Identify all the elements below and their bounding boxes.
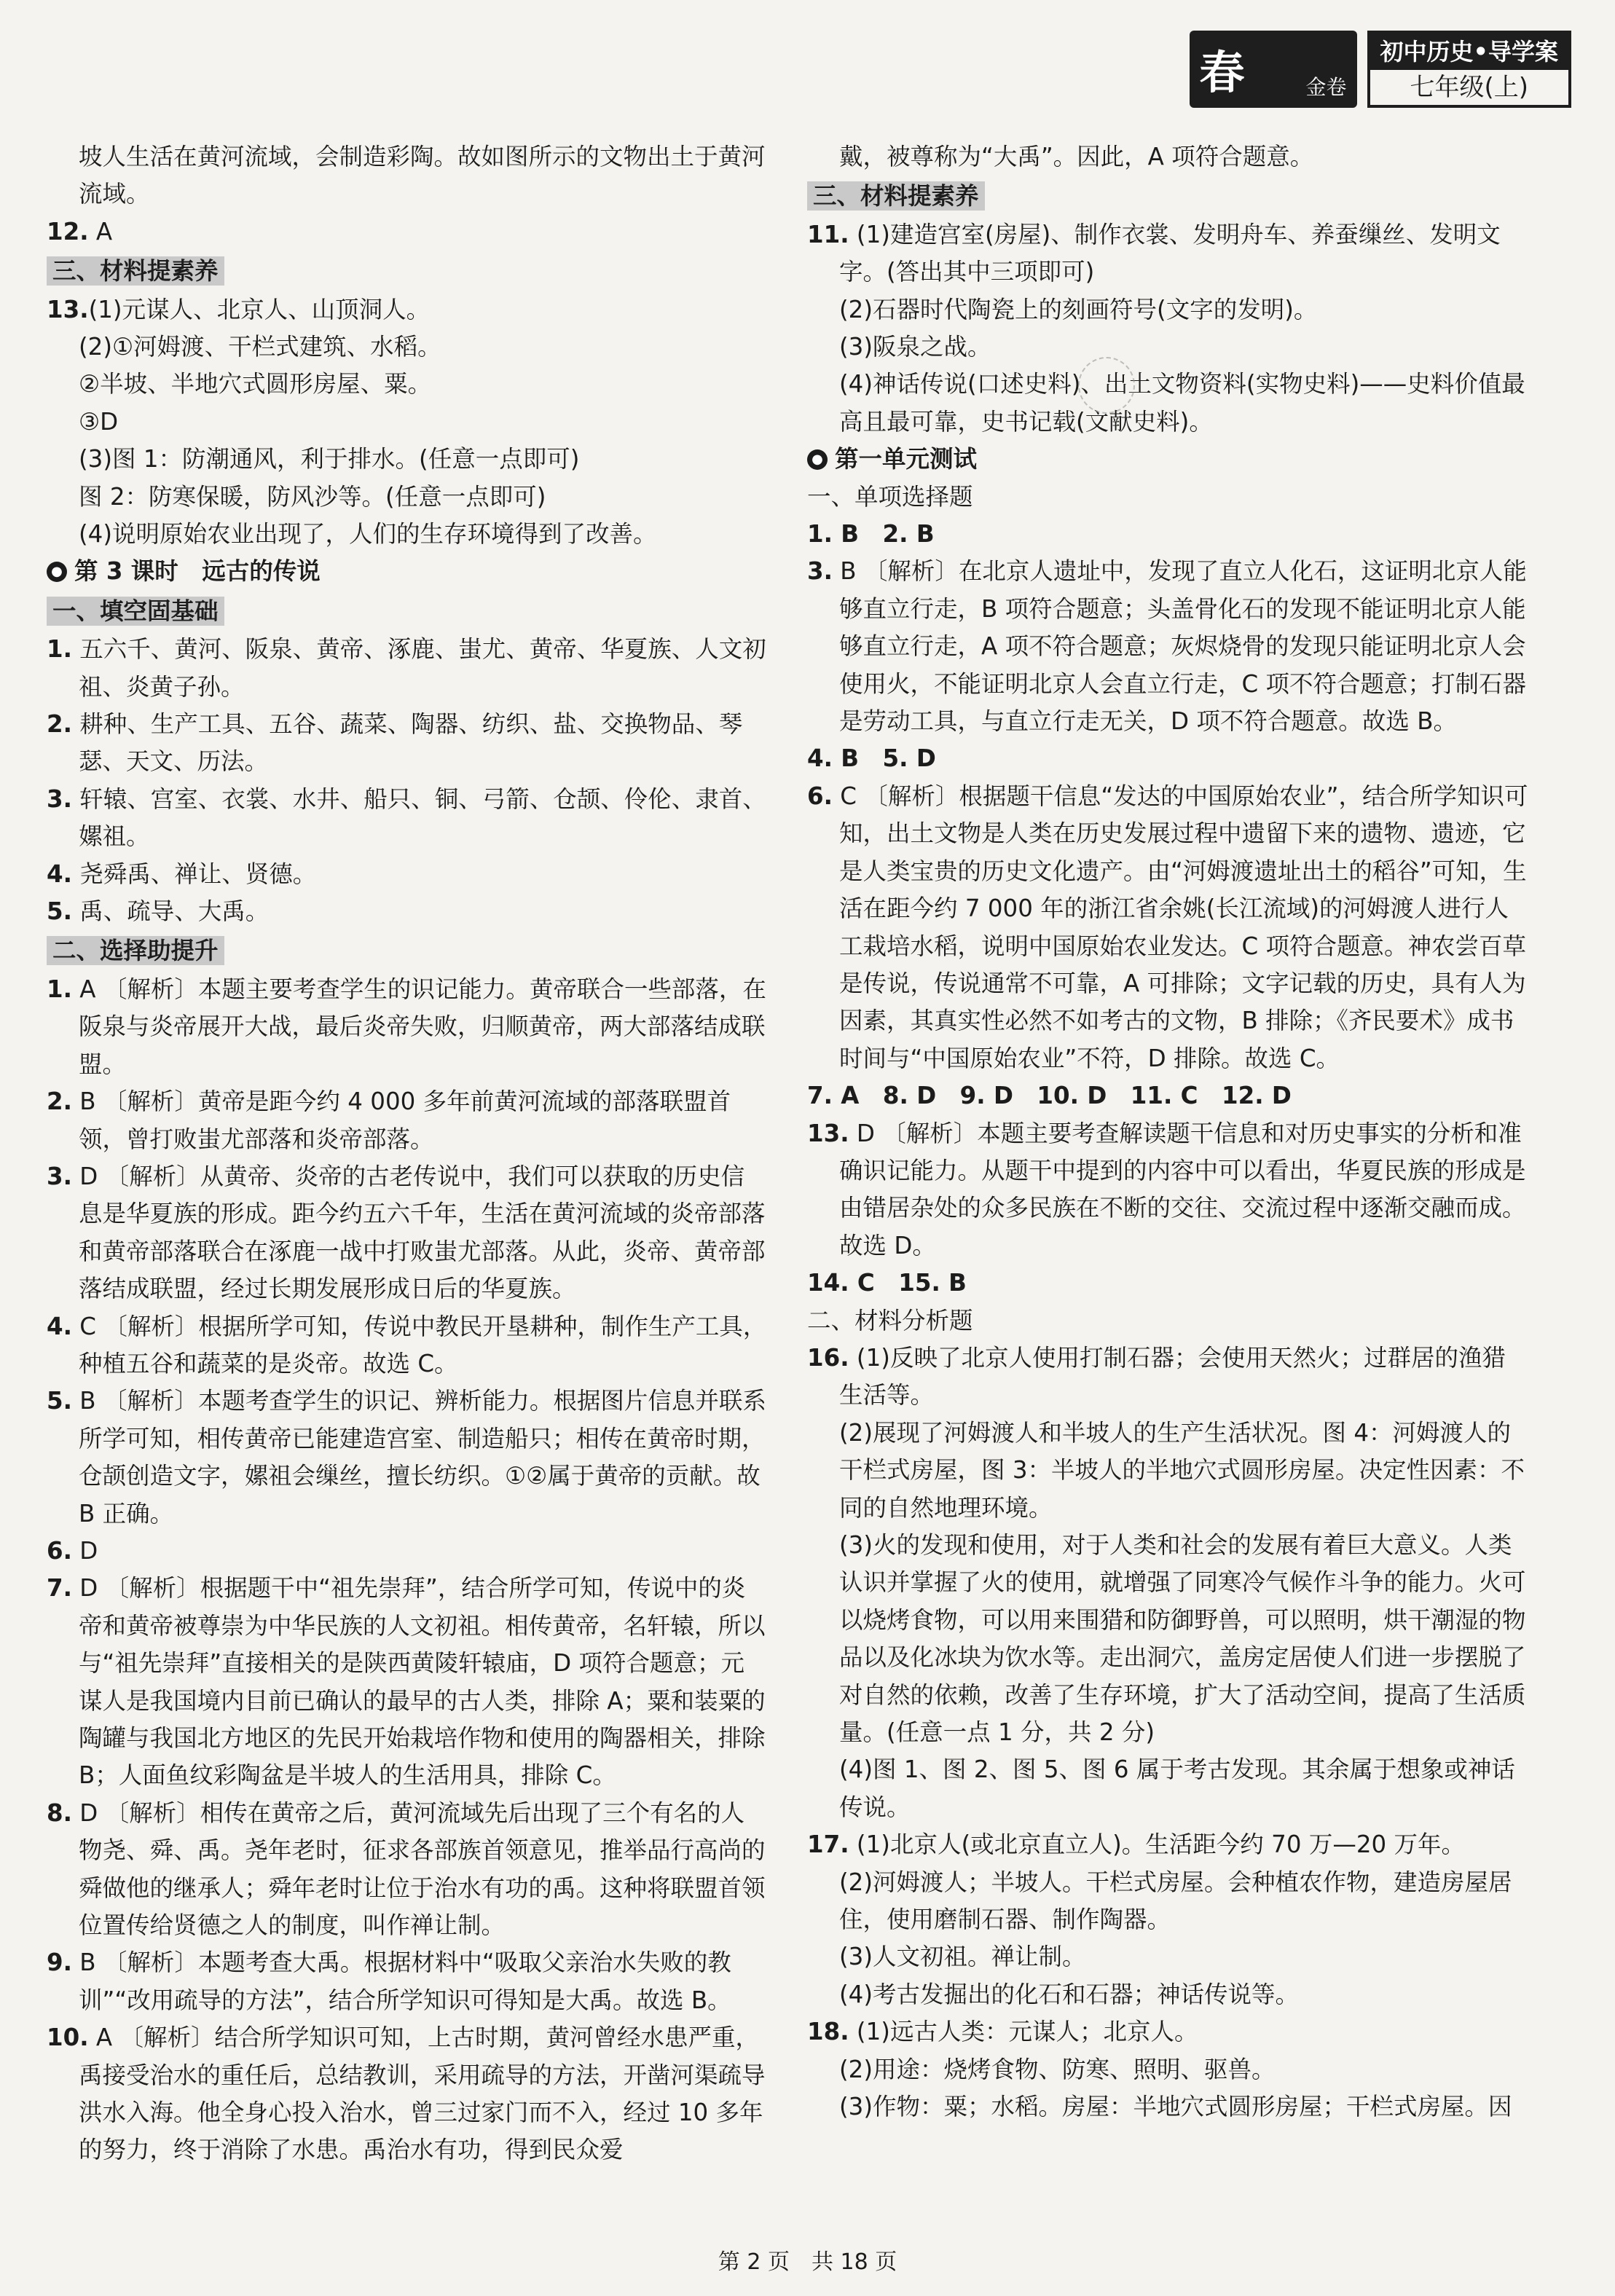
answer-line: (4)考古发掘出的化石和石器；神话传说等。 xyxy=(839,1980,1300,2008)
answer-line: 图 2：防寒保暖，防风沙等。(任意一点即可) xyxy=(79,482,546,511)
answer-line: (3)阪泉之战。 xyxy=(839,333,991,361)
lesson-title: 第 3 课时 远古的传说 xyxy=(74,557,321,586)
answer-num: 12. xyxy=(47,217,89,245)
answer-line: (3)人文初祖。禅让制。 xyxy=(839,1943,1086,1971)
answer-13 xyxy=(47,291,768,329)
answer-text: D 〔解析〕根据题干中“祖先崇拜”，结合所学可知，传说中的炎帝和黄帝被尊崇为中华民族的人文初祖。相传黄帝，名轩辕，所以与“祖先崇拜”直接相关的是陕西黄陵轩辕庙，D 项符合题意；元谋人是我国境内目前已确认的最早的古人类，排除 A；粟和装粟的陶罐与我国北方地区的先民开始栽培作物和使用的陶器相关，排除 B；人面鱼纹彩陶盆是半坡人的生活用具，排除 C。 xyxy=(71,1574,766,1790)
answer-text: C 〔解析〕根据所学可知，传说中教民开垦耕种，制作生产工具，种植五谷和蔬菜的是炎帝。故选 C。 xyxy=(71,1312,767,1377)
section-heading xyxy=(47,252,768,289)
brand-logo-sub: 金卷 xyxy=(1305,75,1347,99)
answer-text: (1)反映了北京人使用打制石器；会使用天然火；过群居的渔猎生活等。 xyxy=(839,1343,1506,1410)
answer-num: 13. xyxy=(807,1119,849,1147)
answer-num: 3. xyxy=(807,557,833,586)
answer-num: 13. xyxy=(47,295,89,323)
unit-test-heading xyxy=(807,441,1528,478)
answers-4-5: 4. B 5. D xyxy=(807,744,936,773)
choice-answer-6 xyxy=(47,1533,768,1570)
answer-line: (2)石器时代陶瓷上的刻画符号(文字的发明)。 xyxy=(839,295,1318,323)
unit-test-title: 第一单元测试 xyxy=(835,445,978,473)
answer-num: 5. xyxy=(47,1387,72,1415)
answers-7-12: 7. A 8. D 9. D 10. D 11. C 12. D xyxy=(807,1082,1292,1110)
choice-answer-10 xyxy=(47,2019,768,2169)
answers-1-2: 1. B 2. B xyxy=(807,520,935,549)
answer-num: 4. xyxy=(47,860,72,888)
choice-answer-8 xyxy=(47,1795,768,1945)
section-heading xyxy=(47,592,768,629)
answer-text: (1)北京人(或北京直立人)。生活距今约 70 万—20 万年。 xyxy=(849,1831,1466,1859)
answer-num: 9. xyxy=(47,1949,72,1977)
answer-12 xyxy=(47,213,768,251)
answer-text: D 〔解析〕相传在黄帝之后，黄河流域先后出现了三个有名的人物尧、舜、禹。尧年老时，征求各部族首领意见，推举品行高尚的舜做他的继承人；舜年老时让位于治水有功的禹。这种将联盟首领位置传给贤德之人的制度，叫作禅让制。 xyxy=(71,1798,766,1940)
answer-num: 6. xyxy=(807,782,833,810)
faint-stamp xyxy=(1078,357,1135,414)
choice-answer-7 xyxy=(47,1570,768,1794)
answer-text: 禹、疏导、大禹。 xyxy=(71,897,270,926)
series-title: 初中历史•导学案 xyxy=(1370,34,1568,70)
test-answer-18 xyxy=(807,2013,1528,2051)
answer-line: (2)用途：烧烤食物、防寒、照明、驱兽。 xyxy=(839,2055,1276,2083)
answer-num: 6. xyxy=(47,1536,72,1565)
test-answer-13 xyxy=(807,1115,1528,1265)
bullet-icon: ● xyxy=(807,449,828,470)
brand-header xyxy=(1190,29,1571,109)
part-heading: 一、单项选择题 xyxy=(807,482,973,511)
test-answer-3 xyxy=(807,553,1528,740)
answer-text: 轩辕、宫室、衣裳、水井、船只、铜、弓箭、仓颉、伶伦、隶首、嫘祖。 xyxy=(71,785,766,851)
answer-text: D xyxy=(71,1536,98,1565)
answer-text: B 〔解析〕在北京人遗址中，发现了直立人化石，这证明北京人能够直立行走，B 项符合题意；头盖骨化石的发现不能证明北京人能够直立行走，A 项不符合题意；灰烬烧骨的发现只能证明北京人会使用火，不能证明北京人会直立行走，C 项不符合题意；打制石器是劳动工具，与直立行走无关，D 项不符合题意。故选 B。 xyxy=(832,557,1527,736)
answers-14-15: 14. C 15. B xyxy=(807,1269,967,1297)
test-answer-16 xyxy=(807,1340,1528,1415)
answer-line: (3)作物：粟；水稻。房屋：半地穴式圆形房屋；干栏式房屋。因 xyxy=(839,2093,1512,2121)
answer-text: B 〔解析〕本题考查大禹。根据材料中“吸取父亲治水失败的教训”“改用疏导的方法”，结合所学知识可得知是大禹。故选 B。 xyxy=(71,1949,731,2014)
answer-text: A xyxy=(88,217,113,245)
answer-text: A 〔解析〕本题主要考查学生的识记能力。黄帝联合一些部落，在阪泉与炎帝展开大战，最后炎帝失败，归顺黄帝，两大部落结成联盟。 xyxy=(71,975,766,1078)
answer-text: B 〔解析〕本题考查学生的识记、辨析能力。根据图片信息并联系所学可知，相传黄帝已能建造宫室、制造船只；相传在黄帝时期，仓颉创造文字，嫘祖会缫丝，擅长纺织。①②属于黄帝的贡献。故 B 正确。 xyxy=(71,1387,766,1528)
fill-answer-4 xyxy=(47,856,768,893)
answer-num: 8. xyxy=(47,1798,72,1827)
answer-num: 4. xyxy=(47,1312,72,1340)
answer-num: 18. xyxy=(807,2018,849,2046)
answer-text: A 〔解析〕结合所学知识可知，上古时期，黄河曾经水患严重，禹接受治水的重任后，总结教训，采用疏导的方法，开凿河渠疏导洪水入海。他全身心投入治水，曾三过家门而不入，经过 10 多年的努力，终于消除了水患。禹治水有功，得到民众爱 xyxy=(79,2024,766,2164)
answer-num: 2. xyxy=(47,710,72,739)
answer-line: (3)图 1：防潮通风，利于排水。(任意一点即可) xyxy=(79,445,580,473)
answer-line: (3)火的发现和使用，对于人类和社会的发展有着巨大意义。人类认识并掌握了火的使用，就增强了同寒冷气候作斗争的能力。火可以烧烤食物，可以用来围猎和防御野兽，可以照明，烘干潮湿的物品以及化冰块为饮水等。走出洞穴，盖房定居使人们进一步摆脱了对自然的依赖，改善了生存环境，扩大了活动空间，提高了生活质量。(任意一点 1 分，共 2 分) xyxy=(839,1531,1526,1747)
section-label: 一、填空固基础 xyxy=(47,597,224,626)
choice-answer-4 xyxy=(47,1308,768,1383)
answer-num: 17. xyxy=(807,1831,849,1859)
brand-logo-mark: 春 xyxy=(1199,46,1245,99)
section-label: 三、材料提素养 xyxy=(807,181,985,211)
fill-answer-5 xyxy=(47,893,768,930)
answer-line: (2)展现了河姆渡人和半坡人的生产生活状况。图 4：河姆渡人的干栏式房屋，图 3：半坡人的半地穴式圆形房屋。决定性因素：不同的自然地理环境。 xyxy=(839,1418,1525,1522)
answer-num: 1. xyxy=(47,975,72,1003)
series-box xyxy=(1367,31,1571,108)
choice-answer-9 xyxy=(47,1944,768,2019)
left-column xyxy=(47,138,768,2169)
grade-label: 七年级(上) xyxy=(1410,73,1529,102)
answer-num: 10. xyxy=(47,2024,89,2052)
continued-text: 坡人生活在黄河流域，会制造彩陶。故如图所示的文物出土于黄河流域。 xyxy=(79,143,766,208)
answer-line: (4)图 1、图 2、图 5、图 6 属于考古发现。其余属于想象或神话传说。 xyxy=(839,1756,1515,1821)
section-label: 二、选择助提升 xyxy=(47,936,224,965)
brand-logo xyxy=(1190,31,1357,108)
lesson-heading xyxy=(47,553,768,590)
section-heading xyxy=(807,177,1528,214)
part-heading: 二、材料分析题 xyxy=(807,1306,973,1334)
answer-text: C 〔解析〕根据题干信息“发达的中国原始农业”，结合所学知识可知，出土文物是人类在历史发展过程中遗留下来的遗物、遗迹，它是人类宝贵的历史文化遗产。由“河姆渡遗址出土的稻谷”可知，生活在距今约 7 000 年的浙江省余姚(长江流域)的河姆渡人进行人工栽培水稻，说明中国原始农业发达。C 项符合题意。神农尝百草是传说，传说通常不可靠，A 可排除；文字记载的历史，具有人为因素，其真实性必然不如考古的文物，B 排除；《齐民要术》成书时间与“中国原始农业”不符，D 排除。故选 C。 xyxy=(832,782,1528,1072)
fill-answer-2 xyxy=(47,706,768,781)
right-column xyxy=(807,138,1528,2126)
choice-answer-5 xyxy=(47,1383,768,1533)
continued-text: 戴，被尊称为“大禹”。因此，A 项符合题意。 xyxy=(839,143,1314,170)
test-answer-17 xyxy=(807,1826,1528,1863)
answer-text: 尧舜禹、禅让、贤德。 xyxy=(71,860,317,888)
answer-text: D 〔解析〕本题主要考查解读题干信息和对历史事实的分析和准确识记能力。从题干中提到的内容中可以看出，华夏民族的形成是由错居杂处的众多民族在不断的交往、交流过程中逐渐交融而成。故选 D。 xyxy=(839,1119,1526,1259)
answer-text: (1)建造宫室(房屋)、制作衣裳、发明舟车、养蚕缫丝、发明文字。(答出其中三项即可) xyxy=(839,220,1501,286)
answer-line: ③D xyxy=(79,407,119,436)
answer-text: B 〔解析〕黄帝是距今约 4 000 多年前黄河流域的部落联盟首领，曾打败蚩尤部落和炎帝部落。 xyxy=(71,1088,731,1153)
answer-text: 五六千、黄河、阪泉、黄帝、涿鹿、蚩尤、黄帝、华夏族、人文初祖、炎黄子孙。 xyxy=(71,635,766,701)
answer-line: ②半坡、半地穴式圆形房屋、粟。 xyxy=(79,370,432,398)
answer-num: 2. xyxy=(47,1088,72,1116)
answer-num: 1. xyxy=(47,635,72,664)
choice-answer-1 xyxy=(47,971,768,1083)
answer-text: D 〔解析〕从黄帝、炎帝的古老传说中，我们可以获取的历史信息是华夏族的形成。距今约五六千年，生活在黄河流域的炎帝部落和黄帝部落联合在涿鹿一战中打败蚩尤部落。从此，炎帝、黄帝部落结成联盟，经过长期发展形成日后的华夏族。 xyxy=(71,1162,766,1303)
answer-num: 3. xyxy=(47,1162,72,1190)
answer-text: (1)元谋人、北京人、山顶洞人。 xyxy=(88,295,431,323)
bullet-icon: ● xyxy=(47,562,67,582)
answer-line: (4)神话传说(口述史料)、出土文物资料(实物史料)——史料价值最高且最可靠，史书记载(文献史料)。 xyxy=(839,370,1525,436)
answer-num: 7. xyxy=(47,1574,72,1603)
section-label: 三、材料提素养 xyxy=(47,256,224,286)
test-answer-6 xyxy=(807,778,1528,1077)
choice-answer-3 xyxy=(47,1158,768,1308)
answer-line: (2)①河姆渡、干栏式建筑、水稻。 xyxy=(79,333,441,361)
answer-num: 11. xyxy=(807,220,849,248)
answer-num: 16. xyxy=(807,1343,849,1372)
answer-num: 3. xyxy=(47,785,72,813)
page-footer: 第 2 页 共 18 页 xyxy=(718,2249,897,2275)
answer-num: 5. xyxy=(47,897,72,926)
section-heading xyxy=(47,932,768,969)
answer-line: (2)河姆渡人；半坡人。干栏式房屋。会种植农作物，建造房屋居住，使用磨制石器、制作陶器。 xyxy=(839,1868,1512,1934)
choice-answer-2 xyxy=(47,1083,768,1158)
fill-answer-1 xyxy=(47,631,768,706)
answer-text: 耕种、生产工具、五谷、蔬菜、陶器、纺织、盐、交换物品、琴瑟、天文、历法。 xyxy=(71,710,743,776)
answer-11 xyxy=(807,216,1528,291)
answer-text: (1)远古人类：元谋人；北京人。 xyxy=(849,2018,1198,2046)
answer-line: (4)说明原始农业出现了，人们的生存环境得到了改善。 xyxy=(79,520,657,549)
fill-answer-3 xyxy=(47,781,768,856)
